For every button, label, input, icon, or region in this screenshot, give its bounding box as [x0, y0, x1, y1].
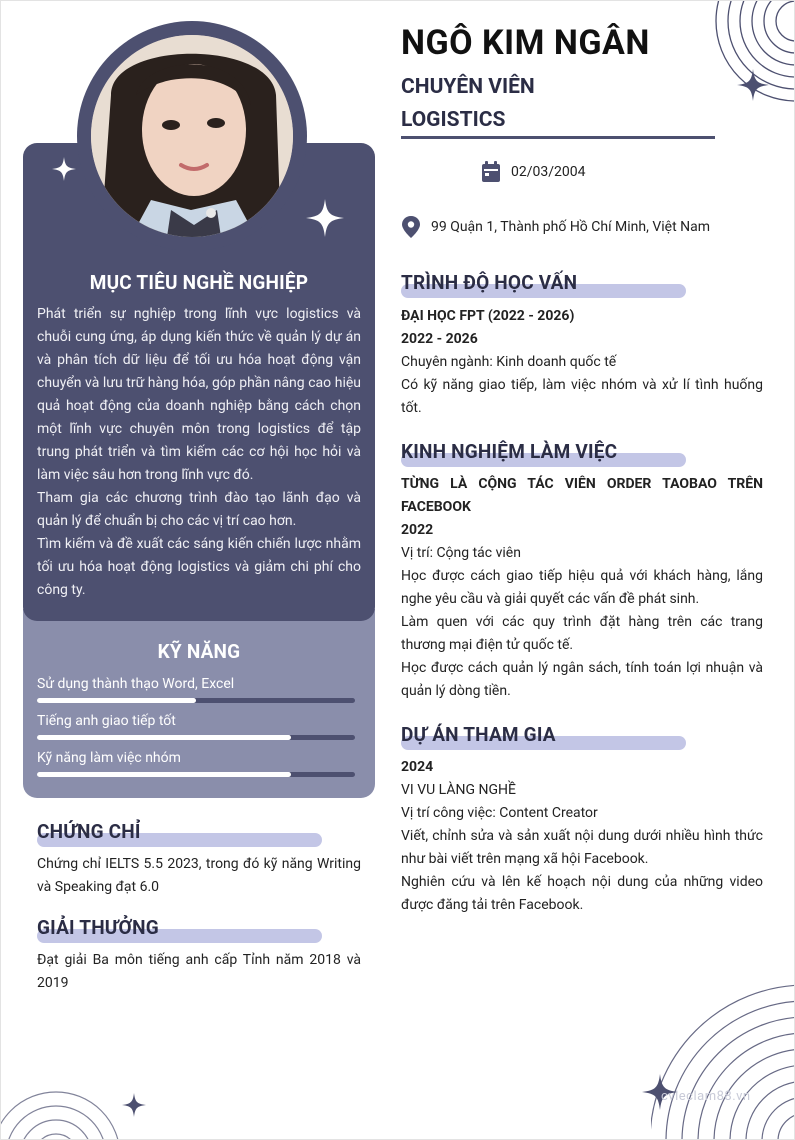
birthdate-row	[481, 161, 586, 183]
project-line: Viết, chỉnh sửa và sản xuất nội dung dưới nhiều hình thức như bài viết trên mạng xã hội Facebook.	[401, 828, 763, 867]
sparkle-icon	[737, 69, 769, 101]
sparkle-icon	[306, 199, 344, 237]
school-name: ĐẠI HỌC FPT (2022 - 2026)	[401, 308, 575, 324]
objective-text	[37, 303, 361, 602]
objective-title: MỤC TIÊU NGHỀ NGHIỆP	[89, 271, 309, 294]
certificates-title: CHỨNG CHỈ	[37, 820, 141, 843]
skill-label: Sử dụng thành thạo Word, Excel	[37, 676, 235, 692]
location-pin-icon	[401, 216, 421, 238]
calendar-icon	[481, 161, 501, 183]
project-line: Nghiên cứu và lên kế hoạch nội dung của những video được đăng tải trên Facebook.	[401, 874, 763, 913]
profile-photo	[91, 35, 293, 237]
skill-bar-fill	[37, 735, 291, 740]
projects-title: DỰ ÁN THAM GIA	[401, 723, 556, 746]
experience-position: Vị trí: Cộng tác viên	[401, 545, 521, 561]
education-years: 2022 - 2026	[401, 331, 478, 347]
education-note: Có kỹ năng giao tiếp, làm việc nhóm và xử lí tình huống tốt.	[401, 377, 763, 416]
certificates-text: Chứng chỉ IELTS 5.5 2023, trong đó kỹ năng Writing và Speaking đạt 6.0	[37, 856, 361, 895]
job-title-line: LOGISTICS	[401, 108, 506, 132]
projects-heading	[401, 723, 556, 746]
skill-item	[37, 749, 355, 777]
project-position: Vị trí công việc: Content Creator	[401, 805, 598, 821]
experience-title: KINH NGHIỆM LÀM VIỆC	[401, 440, 618, 463]
sparkle-icon	[52, 157, 76, 181]
experience-year: 2022	[401, 522, 434, 538]
experience-line: Làm quen với các quy trình đặt hàng trên các trang thương mại điện tử quốc tế.	[401, 614, 763, 653]
sparkle-icon	[122, 1093, 146, 1117]
experience-org: TỪNG LÀ CỘNG TÁC VIÊN ORDER TAOBAO TRÊN FACEBOOK	[401, 476, 763, 515]
objective-paragraph: Phát triển sự nghiệp trong lĩnh vực logistics và chuỗi cung ứng, áp dụng kiến thức về quản lý dự án và phân tích dữ liệu để tối ưu hóa hoạt động vận chuyển và lưu trữ hàng hóa, góp phần nâng cao hiệu quả hoạt động của doanh nghiệp bằng cách chọn một lĩnh vực chuyên môn trong logistics để tập trung phát triển và tìm kiếm các cơ hội học hỏi và làm việc sâu hơn trong lĩnh vực đó.	[37, 306, 361, 483]
birthdate-value: 02/03/2004	[511, 164, 586, 180]
skill-bar-fill	[37, 698, 196, 703]
awards-heading	[37, 916, 159, 939]
experience-heading	[401, 440, 617, 463]
full-name: NGÔ KIM NGÂN	[401, 23, 650, 63]
header-divider	[401, 136, 715, 139]
skills-title: KỸ NĂNG	[157, 640, 241, 663]
education-title: TRÌNH ĐỘ HỌC VẤN	[401, 271, 578, 294]
skill-bar-fill	[37, 772, 291, 777]
job-title-line: CHUYÊN VIÊN	[401, 75, 535, 99]
skill-item	[37, 712, 355, 740]
skill-label: Kỹ năng làm việc nhóm	[37, 750, 181, 766]
objective-paragraph: Tìm kiếm và đề xuất các sáng kiến chiến lược nhằm tối ưu hóa hoạt động logistics và giảm chi phí cho công ty.	[37, 536, 361, 598]
job-title	[401, 71, 535, 137]
skill-item	[37, 675, 355, 703]
decorative-rings-bottom-right	[651, 966, 795, 1140]
decorative-rings-bottom-left	[1, 1066, 121, 1140]
skill-bar	[37, 698, 355, 703]
certificates-heading	[37, 820, 141, 843]
skill-bar	[37, 735, 355, 740]
project-year: 2024	[401, 759, 434, 775]
experience-line: Học được cách giao tiếp hiệu quả với khách hàng, lắng nghe yêu cầu và giải quyết các vấn đề phát sinh.	[401, 568, 763, 607]
project-name: VI VU LÀNG NGHỀ	[401, 782, 516, 798]
objective-paragraph: Tham gia các chương trình đào tạo lãnh đạo và quản lý để chuẩn bị cho các vị trí cao hơn.	[37, 490, 361, 529]
skill-bar	[37, 772, 355, 777]
education-heading	[401, 271, 577, 294]
awards-text: Đạt giải Ba môn tiếng anh cấp Tỉnh năm 2018 và 2019	[37, 952, 361, 991]
address-row	[401, 216, 710, 238]
experience-line: Học được cách quản lý ngân sách, tính toán lợi nhuận và quản lý dòng tiền.	[401, 660, 763, 699]
projects-body	[401, 756, 763, 917]
skill-label: Tiếng anh giao tiếp tốt	[37, 713, 176, 729]
address-value: 99 Quận 1, Thành phố Hồ Chí Minh, Việt Nam	[431, 219, 711, 235]
education-body	[401, 305, 763, 420]
education-major: Chuyên ngành: Kinh doanh quốc tế	[401, 354, 617, 370]
watermark: cvleclam88.vn	[661, 1089, 751, 1104]
awards-title: GIẢI THƯỞNG	[37, 916, 159, 939]
experience-body	[401, 473, 763, 703]
